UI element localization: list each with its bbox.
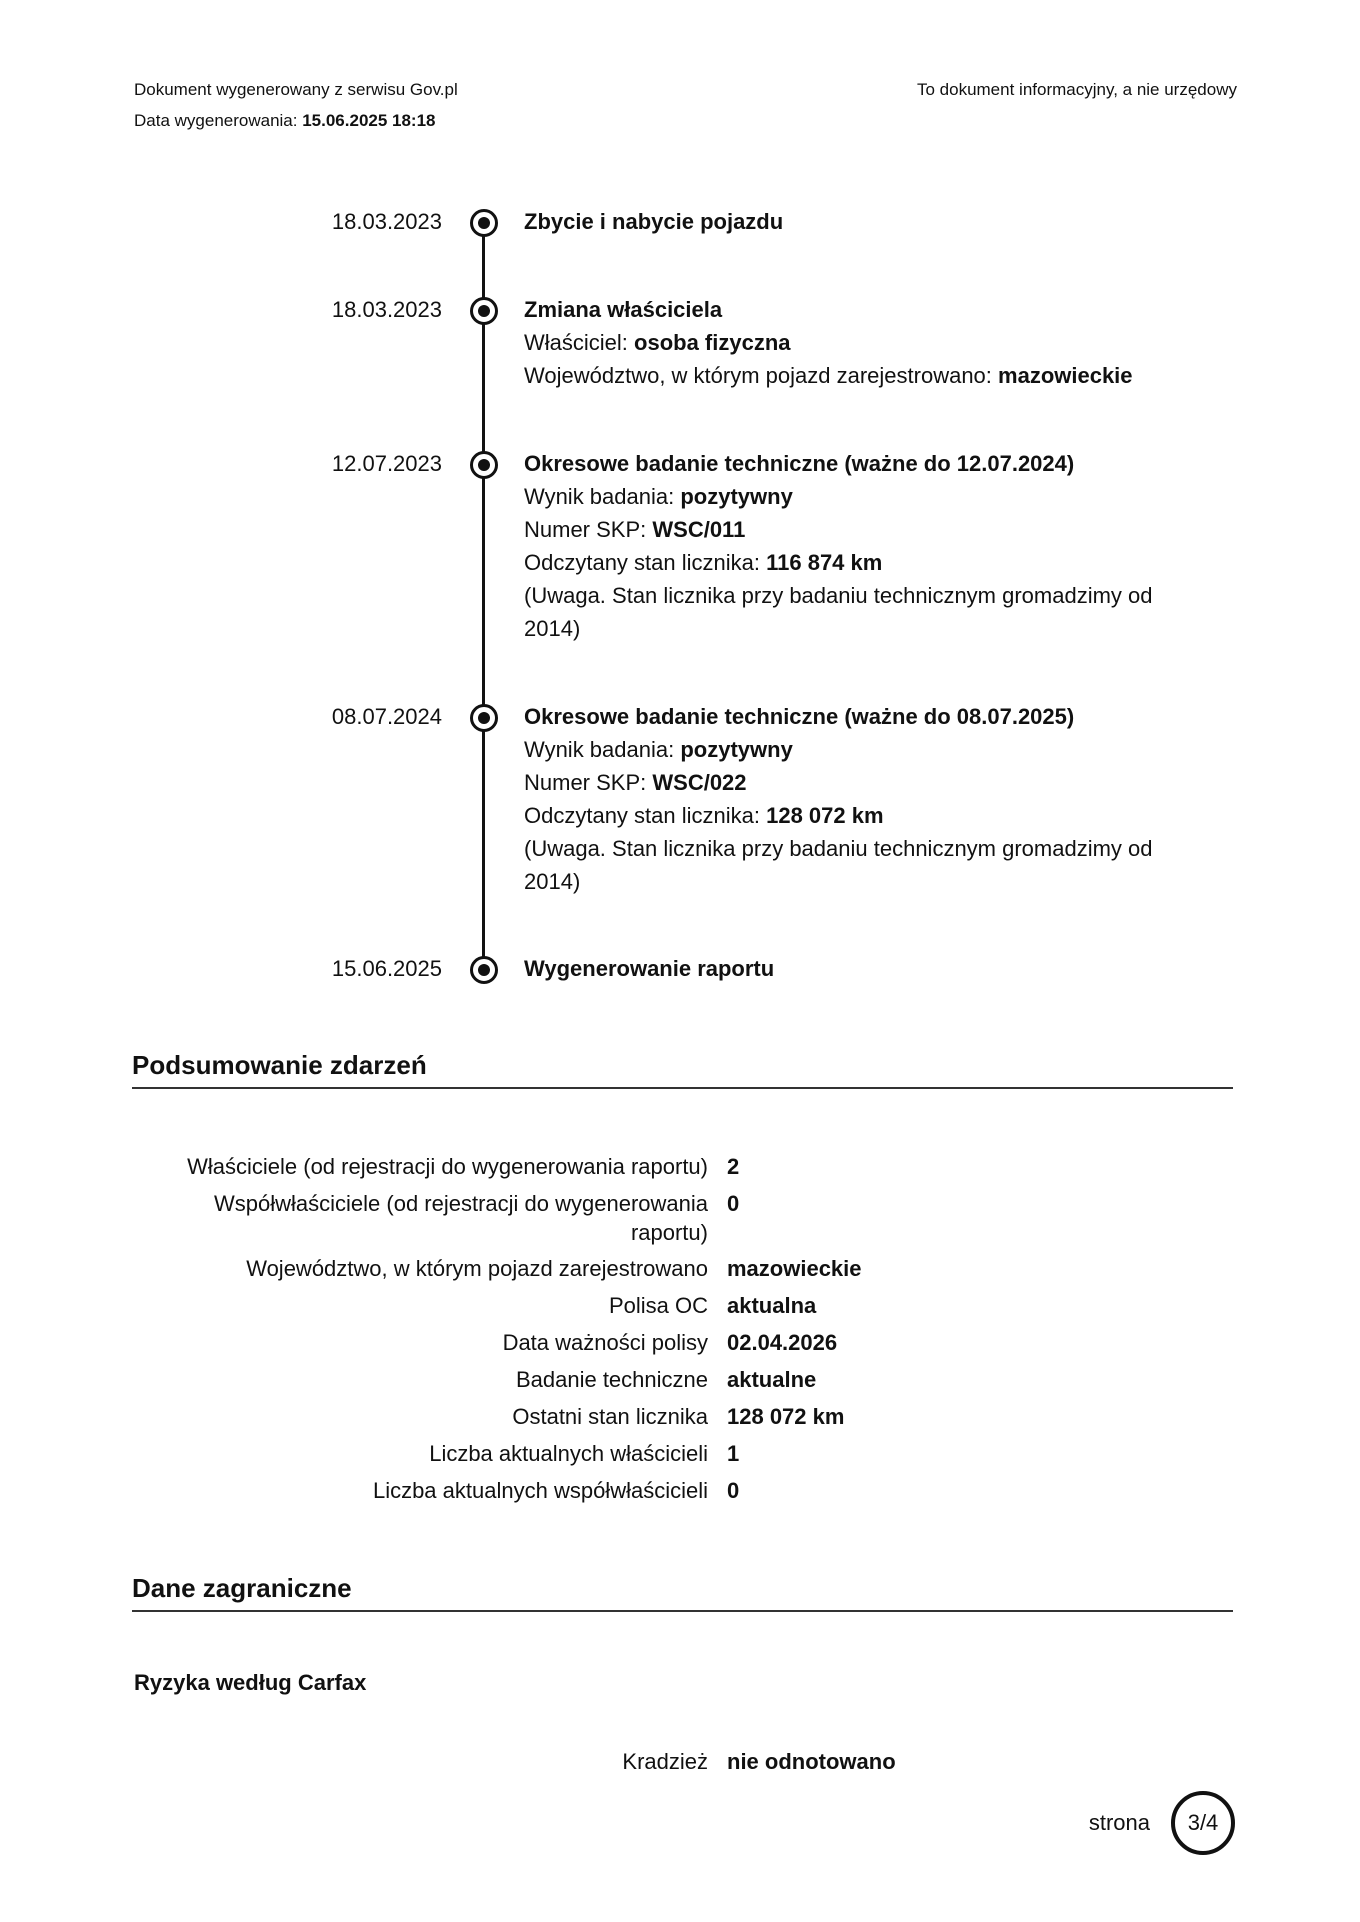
summary-heading: Podsumowanie zdarzeń: [132, 1050, 427, 1080]
summary-label: Kradzież: [622, 1749, 708, 1774]
event-title: Wygenerowanie raportu: [524, 956, 775, 981]
summary-value: 2: [727, 1154, 740, 1179]
event-detail: Wynik badania: pozytywny: [524, 484, 793, 509]
generated-date-value: 15.06.2025 18:18: [302, 111, 436, 130]
summary-value: mazowieckie: [727, 1256, 862, 1281]
event-detail: Województwo, w którym pojazd zarejestrowano: mazowieckie: [524, 363, 1133, 388]
summary-value: aktualna: [727, 1293, 817, 1318]
event-body: [524, 447, 1164, 645]
timeline-dot-icon: [470, 209, 498, 237]
event-body: [524, 205, 1164, 238]
event-detail: Odczytany stan licznika: 128 072 km: [524, 803, 884, 828]
summary-label: Data ważności polisy: [502, 1330, 708, 1355]
page-label: strona: [1088, 1810, 1150, 1835]
summary-value: nie odnotowano: [727, 1749, 896, 1774]
event-detail: Wynik badania: pozytywny: [524, 737, 793, 762]
disclaimer: To dokument informacyjny, a nie urzędowy: [916, 80, 1237, 99]
document-source: Dokument wygenerowany z serwisu Gov.pl: [134, 80, 458, 99]
page-number-badge: [1171, 1791, 1235, 1855]
event-detail: Odczytany stan licznika: 116 874 km: [524, 550, 883, 575]
summary-value: aktualne: [727, 1367, 817, 1392]
event-date: 15.06.2025: [331, 956, 442, 981]
summary-value: 128 072 km: [727, 1404, 845, 1429]
summary-label: Liczba aktualnych współwłaścicieli: [372, 1478, 708, 1503]
event-note: (Uwaga. Stan licznika przy badaniu technicznym gromadzimy od 2014): [524, 836, 1153, 894]
event-body: [524, 293, 1164, 392]
event-detail: Właściciel: osoba fizyczna: [524, 330, 791, 355]
timeline-dot-icon: [470, 451, 498, 479]
summary-divider: [132, 1087, 1233, 1089]
foreign-data-divider: [132, 1610, 1233, 1612]
timeline-dot-icon: [470, 297, 498, 325]
event-note: (Uwaga. Stan licznika przy badaniu technicznym gromadzimy od 2014): [524, 583, 1153, 641]
event-date: 18.03.2023: [331, 209, 442, 234]
carfax-risks-heading: Ryzyka według Carfax: [134, 1670, 367, 1695]
event-date: 18.03.2023: [331, 297, 442, 322]
generated-date-label: Data wygenerowania:: [134, 111, 298, 130]
summary-label: Województwo, w którym pojazd zarejestrowano: [246, 1256, 708, 1281]
event-date: 08.07.2024: [331, 704, 442, 729]
timeline-dot-icon: [470, 956, 498, 984]
timeline-line: [482, 222, 485, 970]
event-detail: Numer SKP: WSC/011: [524, 517, 746, 542]
summary-label: Właściciele (od rejestracji do wygenerowania raportu): [187, 1154, 708, 1179]
timeline-dot-icon: [470, 704, 498, 732]
event-detail: Numer SKP: WSC/022: [524, 770, 747, 795]
summary-label: Współwłaściciele (od rejestracji do wygenerowania raportu): [214, 1191, 708, 1245]
summary-value: 0: [727, 1478, 740, 1503]
summary-label: Liczba aktualnych właścicieli: [429, 1441, 708, 1466]
event-title: Zbycie i nabycie pojazdu: [524, 209, 784, 234]
summary-label: Ostatni stan licznika: [512, 1404, 708, 1429]
summary-label: Polisa OC: [608, 1293, 708, 1318]
event-title: Okresowe badanie techniczne (ważne do 12.07.2024): [524, 451, 1075, 476]
summary-label: Badanie techniczne: [515, 1367, 708, 1392]
event-body: [524, 700, 1164, 898]
summary-value: 02.04.2026: [727, 1330, 838, 1355]
summary-value: 1: [727, 1441, 740, 1466]
event-body: [524, 952, 1164, 985]
event-title: Zmiana właściciela: [524, 297, 723, 322]
event-date: 12.07.2023: [331, 451, 442, 476]
summary-value: 0: [727, 1191, 740, 1216]
page-number: 3/4: [1187, 1810, 1219, 1835]
foreign-data-heading: Dane zagraniczne: [132, 1573, 352, 1603]
event-title: Okresowe badanie techniczne (ważne do 08.07.2025): [524, 704, 1075, 729]
